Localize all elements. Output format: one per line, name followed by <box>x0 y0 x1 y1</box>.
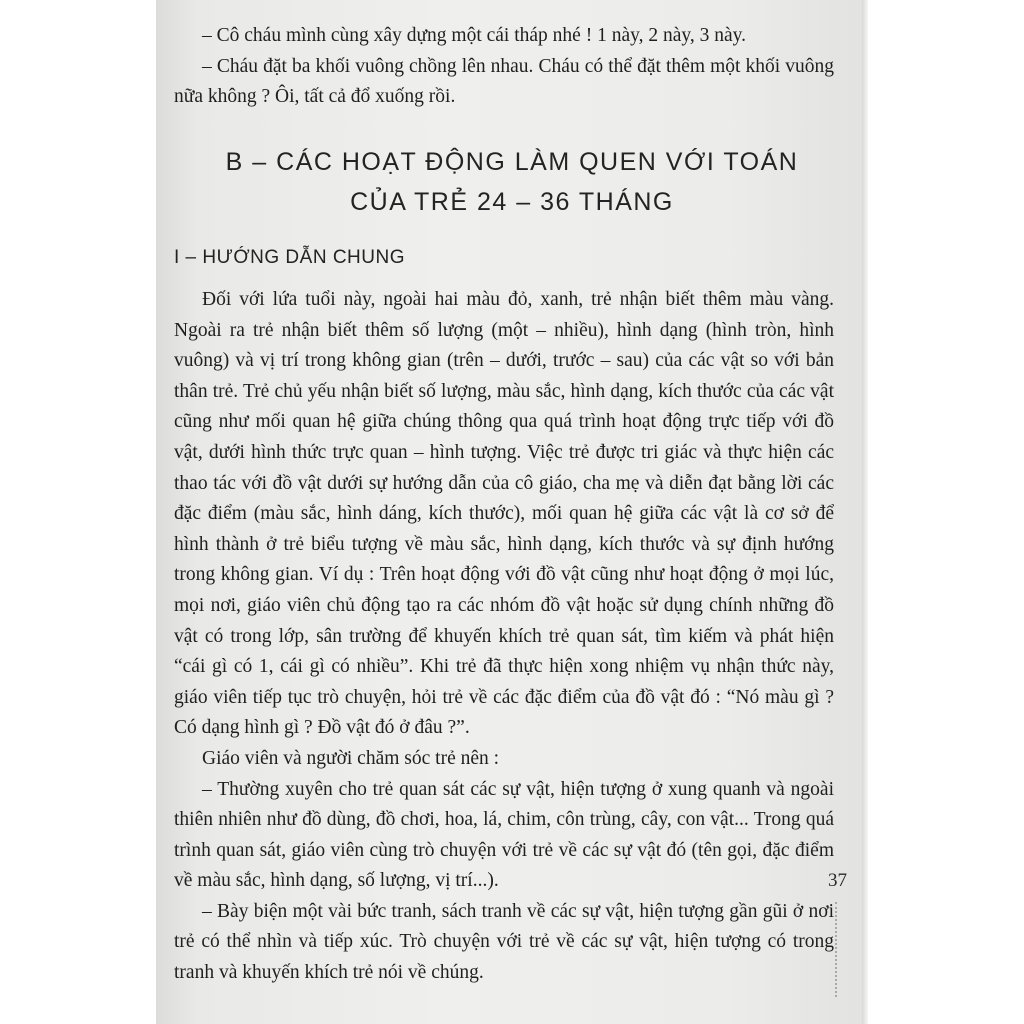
dialogue-line-2: – Cháu đặt ba khối vuông chồng lên nhau. Cháu có thể đặt thêm một khối vuông nữa không ? Ôi, tất cả đổ xuống rồi. <box>174 55 834 108</box>
dialogue-line-1: – Cô cháu mình cùng xây dựng một cái tháp nhé ! 1 này, 2 này, 3 này. <box>202 25 746 46</box>
dotted-margin-line <box>835 902 837 997</box>
body-paragraph-observe: – Thường xuyên cho trẻ quan sát các sự vật, hiện tượng ở xung quanh và ngoài thiên nhiên như đồ dùng, đồ chơi, hoa, lá, chim, côn trùng, cây, con vật... Trong quá trình quan sát, giáo viên cùng trò chuyện với trẻ về các sự vật đó (tên gọi, đặc điểm về màu sắc, hình dạng, số lượng, vị trí...). <box>174 778 834 892</box>
page-edge <box>862 0 868 1024</box>
book-page <box>156 0 868 1024</box>
section-title-line-1: B – CÁC HOẠT ĐỘNG LÀM QUEN VỚI TOÁN <box>225 148 799 176</box>
body-paragraph-intro: Đối với lứa tuổi này, ngoài hai màu đỏ, xanh, trẻ nhận biết thêm màu vàng. Ngoài ra trẻ nhận biết thêm số lượng (một – nhiều), hình dạng (hình tròn, hình vuông) và vị trí trong không gian (trên – dưới, trước – sau) của các vật so với bản thân trẻ. Trẻ chủ yếu nhận biết số lượng, màu sắc, hình dạng, kích thước của các vật cũng như mối quan hệ giữa chúng thông qua quá trình hoạt động trực tiếp với đồ vật, dưới hình thức trực quan – hình tượng. Việc trẻ được tri giác và thực hiện các thao tác với đồ vật dưới sự hướng dẫn của cô giáo, cha mẹ và diễn đạt bằng lời các đặc điểm (màu sắc, hình dáng, kích thước), mối quan hệ giữa các vật là cơ sở để hình thành ở trẻ biểu tượng về màu sắc, hình dạng, kích thước và sự định hướng trong không gian. Ví dụ : Trên hoạt động với đồ vật cũng như hoạt động ở mọi lúc, mọi nơi, giáo viên chủ động tạo ra các nhóm đồ vật hoặc sử dụng chính những đồ vật có trong lớp, sân trường để khuyến khích trẻ quan sát, tìm kiếm và phát hiện “cái gì có 1, cái gì có nhiều”. Khi trẻ đã thực hiện xong nhiệm vụ nhận thức này, giáo viên tiếp tục trò chuyện, hỏi trẻ về các đặc điểm của đồ vật đó : “Nó màu gì ? Có dạng hình gì ? Đồ vật đó ở đâu ?”. <box>174 289 834 739</box>
page-number: 37 <box>828 870 847 891</box>
body-paragraph-pictures: – Bày biện một vài bức tranh, sách tranh về các sự vật, hiện tượng gần gũi ở nơi trẻ có thể nhìn và tiếp xúc. Trò chuyện với trẻ về các sự vật, hiện tượng có trong tranh và khuyến khích trẻ nói về chúng. <box>174 900 834 984</box>
top-text-block <box>174 21 834 113</box>
body-text-block <box>174 285 834 989</box>
subsection-title: I – HƯỚNG DẪN CHUNG <box>174 247 405 268</box>
body-paragraph-lead: Giáo viên và người chăm sóc trẻ nên : <box>202 747 500 769</box>
section-title-line-2: CỦA TRẺ 24 – 36 THÁNG <box>350 188 674 216</box>
